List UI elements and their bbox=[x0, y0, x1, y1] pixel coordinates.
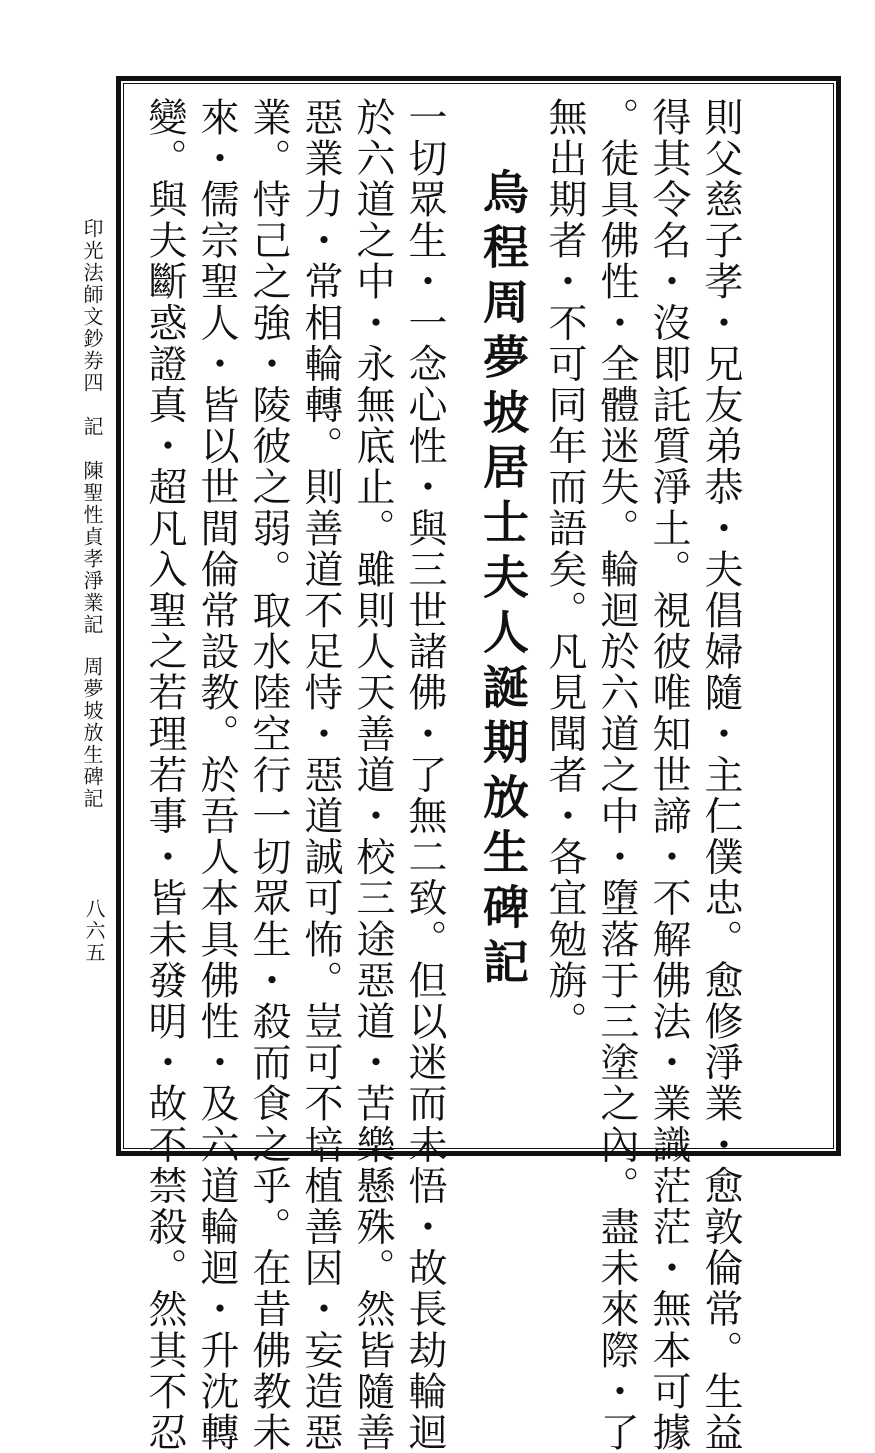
text-column: 變。與夫斷惑證真・超凡入聖之若理若事・皆未發明・故不禁殺。然其不忍 bbox=[142, 97, 187, 1453]
text-column: 無出期者・不可同年而語矣。凡見聞者・各宜勉旃。 bbox=[542, 97, 587, 1043]
chapter-title-1: 陳聖性貞孝淨業記 bbox=[80, 460, 104, 636]
chapter-title-2: 周夢坡放生碑記 bbox=[80, 656, 104, 810]
book-title: 印光法師文鈔券四 bbox=[80, 218, 104, 394]
essay-title: 烏程周夢坡居士夫人誕期放生碑記 bbox=[476, 168, 530, 993]
text-column: 。徒具佛性・全體迷失。輪迴於六道之中・墮落于三塗之內。盡未來際・了 bbox=[594, 97, 639, 1453]
text-column: 業。恃己之強・陵彼之弱。取水陸空行一切眾生・殺而食之乎。在昔佛教未 bbox=[246, 97, 291, 1453]
text-column: 得其令名・沒即託質淨土。視彼唯知世諦・不解佛法・業識茫茫・無本可據 bbox=[646, 97, 691, 1453]
text-column: 一切眾生・一念心性・與三世諸佛・了無二致。但以迷而未悟・故長劫輪迴 bbox=[402, 97, 447, 1453]
section-label: 記 bbox=[80, 416, 104, 438]
text-column: 於六道之中・永無底止。雖則人天善道・校三途惡道・苦樂懸殊。然皆隨善 bbox=[350, 97, 395, 1453]
running-head bbox=[78, 218, 107, 810]
text-column: 則父慈子孝・兄友弟恭・夫倡婦隨・主仁僕忠。愈修淨業・愈敦倫常。生益 bbox=[698, 97, 743, 1453]
text-column: 來・儒宗聖人・皆以世間倫常設教。於吾人本具佛性・及六道輪迴・升沈轉 bbox=[194, 97, 239, 1453]
page-number: 八六五 bbox=[82, 898, 106, 964]
text-column: 惡業力・常相輪轉。則善道不足恃・惡道誠可怖。豈可不培植善因・妄造惡 bbox=[298, 97, 343, 1453]
